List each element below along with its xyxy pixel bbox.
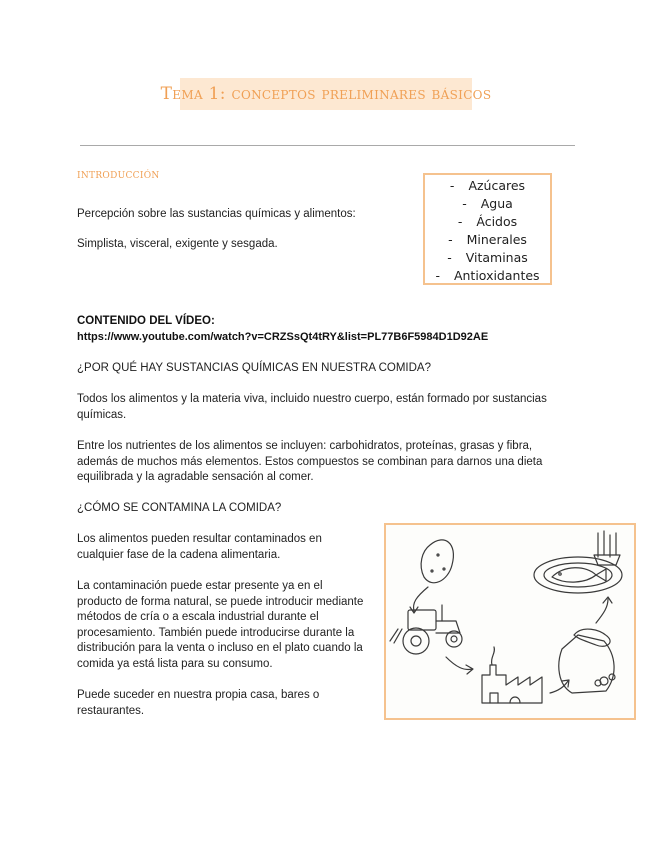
q2-paragraph-2-line-4: procesamiento. También puede introducirse durante la — [77, 627, 355, 639]
q2-paragraph-1-line-1: Los alimentos pueden resultar contaminados en — [77, 533, 322, 545]
list-item: - Antioxidantes — [435, 268, 540, 283]
arrow-icon — [446, 657, 472, 670]
arrow-icon — [596, 599, 608, 623]
list-item: - Azúcares — [449, 178, 526, 193]
arrow-icon — [414, 587, 428, 611]
list-item: - Ácidos — [457, 214, 518, 229]
title-highlight — [160, 78, 492, 110]
list-item: - Agua — [462, 196, 513, 211]
q1-paragraph-2-line-3: equilibrada y la agradable sensación al comer. — [77, 471, 314, 483]
divider — [80, 145, 575, 146]
q2-paragraph-2-line-6: comida ya está lista para su consumo. — [77, 658, 273, 670]
list-item: - Vitaminas — [447, 250, 528, 265]
q2-paragraph-2-line-1: La contaminación puede estar presente ya en el — [77, 580, 323, 592]
video-link[interactable]: https://www.youtube.com/watch?v=CRZSsQt4tRY&list=PL77B6F5984D1D92AE — [77, 331, 489, 343]
q1-paragraph-2-line-1: Entre los nutrientes de los alimentos se incluyen: carbohidratos, proteínas, grasas y fibra, — [77, 440, 533, 452]
page-title: Tema 1: conceptos preliminares básicos — [160, 84, 492, 104]
food-chain-illustration — [384, 523, 636, 720]
question-1: ¿POR QUÉ HAY SUSTANCIAS QUÍMICAS EN NUESTRA COMIDA? — [77, 362, 432, 374]
q2-paragraph-2-line-5: distribución para la venta o incluso en el plato cuando la — [77, 642, 363, 654]
intro-line-2: Simplista, visceral, exigente y sesgada. — [77, 238, 278, 250]
q2-paragraph-2-line-3: métodos de cría o a escala industrial durante el — [77, 611, 319, 623]
q1-paragraph-2-line-2: además de muchos más elementos. Estos compuestos se combinan para darnos una dieta — [77, 456, 543, 468]
substances-box — [423, 173, 552, 285]
intro-line-1: Percepción sobre las sustancias químicas y alimentos: — [77, 208, 356, 220]
q1-paragraph-1-line-1: Todos los alimentos y la materia viva, incluido nuestro cuerpo, están formado por sustancias — [77, 393, 547, 405]
grocery-bag-icon — [559, 629, 615, 693]
q2-paragraph-3-line-2: restaurantes. — [77, 705, 145, 717]
list-item: - Minerales — [448, 232, 527, 247]
question-2: ¿CÓMO SE CONTAMINA LA COMIDA? — [77, 502, 282, 514]
potato-icon — [421, 540, 453, 583]
q2-paragraph-3-line-1: Puede suceder en nuestra propia casa, bares o — [77, 689, 320, 701]
video-label: CONTENIDO DEL VÍDEO: — [77, 315, 215, 327]
q1-paragraph-1-line-2: químicas. — [77, 409, 127, 421]
q2-paragraph-1-line-2: cualquier fase de la cadena alimentaria. — [77, 549, 281, 561]
q2-paragraph-2-line-2: producto de forma natural, se puede introducir mediante — [77, 596, 364, 608]
factory-icon — [482, 647, 542, 703]
tractor-icon — [390, 605, 462, 654]
section-heading-introduccion: introducción — [77, 166, 160, 181]
plate-with-fish-icon — [534, 531, 622, 593]
